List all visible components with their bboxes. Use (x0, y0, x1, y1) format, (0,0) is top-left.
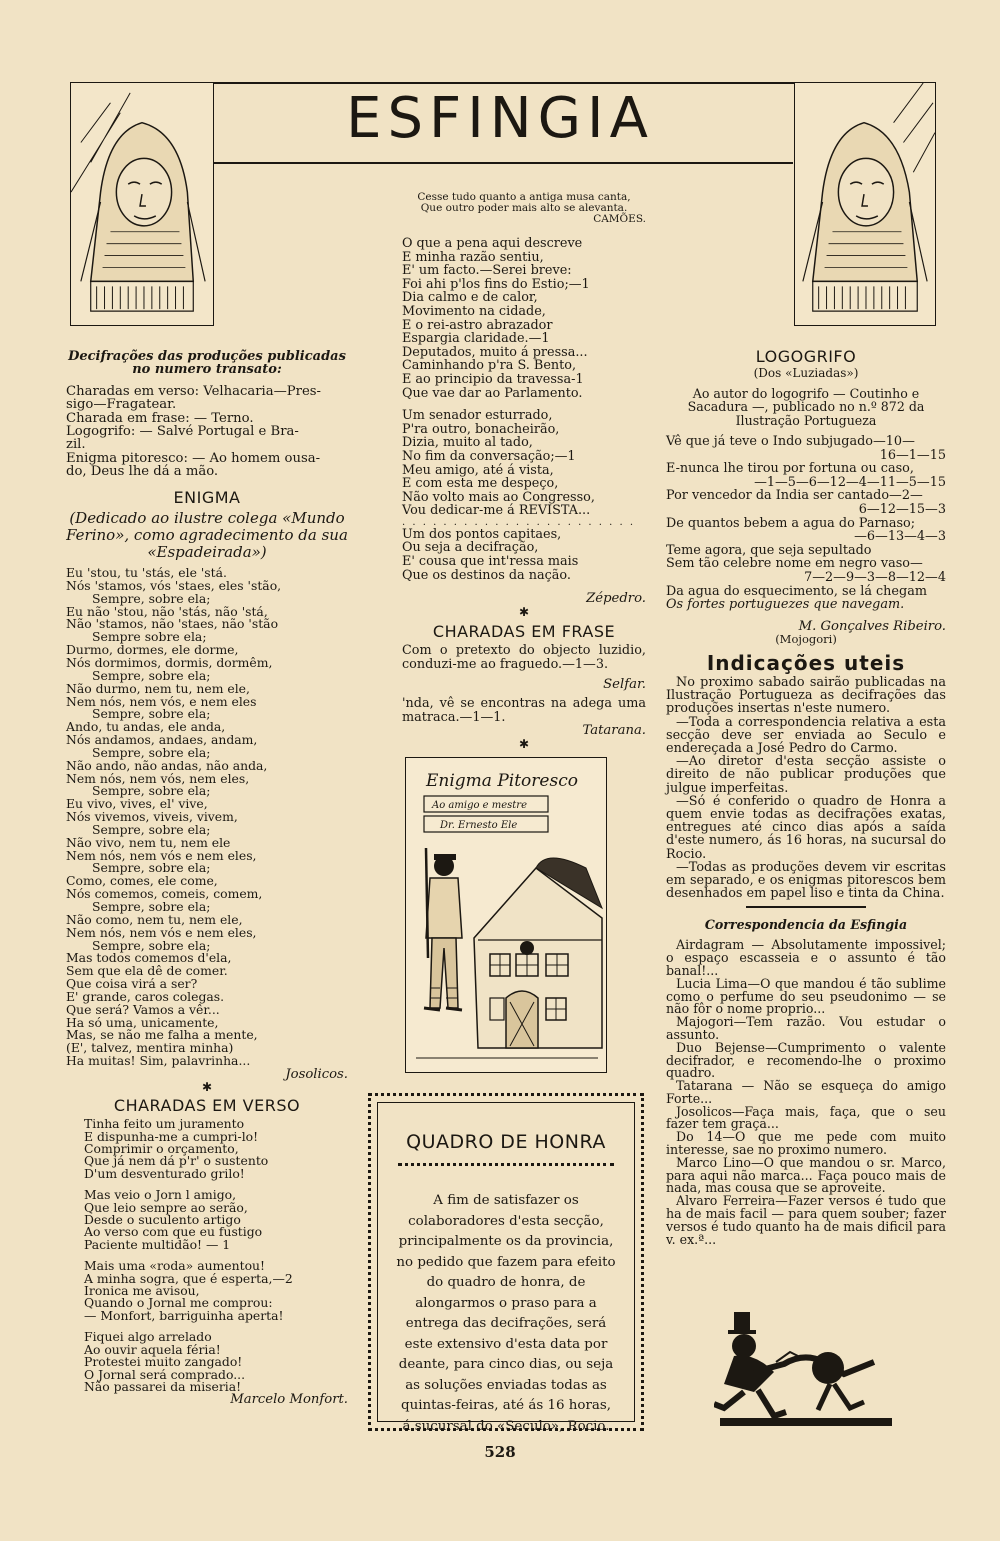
poem-line: E ao principio da travessa-1 (402, 371, 584, 387)
poem-line: Espargia claridade.—1 (402, 331, 550, 347)
logo-line: De quantos bebem a agua do Parnaso; (666, 515, 916, 531)
indicacao-paragraph: —Ao diretor d'esta secção assiste o direito de não publicar produções que julgue imperfeitas. (666, 754, 946, 796)
poem-line: Ou seja a decifração, (402, 540, 539, 556)
poem-line: Ha só uma, unicamente, (66, 1014, 219, 1030)
poem-line: Meu amigo, até á vista, (402, 462, 554, 478)
pict-dedic-2: Dr. Ernesto Ele (440, 820, 518, 831)
decif-title: Decifrações das produções publicadas no numero transato: (68, 349, 346, 378)
logo-line: Da agua do esquecimento, se lá chegam (666, 583, 927, 599)
logo-line: 6—12—15—3 (858, 502, 946, 517)
logo-line: Vê que já teve o Indo subjugado—10— (666, 434, 915, 450)
charadas-verso (66, 1118, 348, 1393)
logogrifo-sub: (Dos «Luziadas») (753, 366, 859, 381)
decif-line: zil. (66, 437, 86, 453)
verse-line: Fiquei algo arrelado (84, 1329, 212, 1345)
corresp-paragraph: Tatarana — Não se esqueça do amigo Forte... (666, 1078, 946, 1106)
poem-line: Não como, nem tu, nem ele, (66, 911, 243, 927)
poem-line: Sempre, sobre ela; (92, 744, 211, 760)
poem-line: Sempre, sobre ela; (92, 783, 211, 799)
verse-line: Comprimir o orçamento, (84, 1141, 239, 1156)
poem-line: Não 'stamos, não 'staes, não 'stão (66, 616, 279, 632)
poem-line: Nem nós, nem vós e nem eles, (66, 847, 257, 863)
epigraph-line: Cesse tudo quanto a antiga musa canta, (417, 191, 631, 203)
epigraph-author: CAMÕES. (593, 213, 646, 225)
poem-line: Mas todos comemos d'ela, (66, 950, 232, 966)
poem-line: Movimento na cidade, (402, 303, 546, 319)
epigraph-line: Que outro poder mais alto se alevanta. (420, 202, 628, 214)
verse-line: Que leio sempre ao serão, (84, 1199, 248, 1215)
logo-line: —1—5—6—12—4—11—5—15 (754, 474, 946, 490)
poem-line: Não durmo, nem tu, nem ele, (66, 680, 250, 696)
charadas-frase-heading: CHARADAS EM FRASE (432, 622, 616, 642)
verse-line: O Jornal será comprado... (84, 1366, 246, 1382)
honra-inner-frame (377, 1102, 635, 1434)
logogrifo-signature: M. Gonçalves Ribeiro. (798, 618, 946, 634)
stanza (84, 1118, 348, 1180)
indicacao-paragraph: —Toda a correspondencia relativa a esta secção deve ser enviada ao Seculo e endereçada a José Pedro do Carmo. (666, 714, 946, 756)
logogrifo-heading: LOGOGRIFO (755, 347, 857, 366)
frase-1-signature: Selfar. (603, 676, 646, 692)
poem-line: Nós 'stamos, vós 'staes, eles 'stão, (66, 577, 282, 593)
separator-star: ✱ (518, 604, 530, 619)
poem-line: Sempre, sobre ela; (92, 937, 211, 953)
corresp-paragraph: Majogori—Tem razão. Vou estudar o assunto. (666, 1014, 946, 1042)
poem-line: No fim da conversação;—1 (402, 448, 576, 464)
separator-star: ✱ (518, 736, 530, 751)
logo-line: Os fortes portuguezes que navegam. (666, 597, 905, 613)
enigma-dedication: (Dedicado ao ilustre colega «Mundo Ferino», como agradecimento da sua «Espadeirada») (66, 509, 348, 562)
poem-line: Vou dedicar-me á REVISTA... (402, 503, 591, 519)
indicacoes-text (666, 676, 946, 900)
poem-line: Eu não 'stou, não 'stás, não 'stá, (66, 603, 268, 619)
epigraph (402, 192, 646, 225)
indicacao-paragraph: —Todas as produções devem vir escritas em separado, e os enigmas pitorescos bem desenhados em papel liso e tinta da China. (666, 859, 946, 902)
indicacao-paragraph: No proximo sabado sairão publicadas na Ilustração Portugueza as decifrações das produções insertas n'este numero. (666, 674, 946, 717)
poem-line: Sempre sobre ela; (92, 629, 207, 645)
corresp-paragraph: Alvaro Ferreira—Fazer versos é tudo que ha de mais facil — para quem souber; fazer versos é tudo quanto ha de mais dificil para v. ex.ª... (666, 1193, 946, 1247)
honra-divider (398, 1163, 614, 1166)
poem-line: Ha muitas! Sim, palavrinha... (66, 1053, 251, 1069)
poem-stanza-3 (402, 528, 646, 582)
logogrifo-poem (666, 435, 946, 612)
logo-line: 7—2—9—3—8—12—4 (804, 569, 946, 585)
honra-title: QUADRO DE HONRA (406, 1131, 606, 1153)
stanza (84, 1260, 348, 1322)
verse-line: Que já nem dá p'r' o sustento (84, 1153, 269, 1169)
poem-line: Sempre, sobre ela; (92, 860, 211, 876)
poem-line: Nós comemos, comeis, comem, (66, 886, 263, 902)
corresp-paragraph: Marco Lino—O que mandou o sr. Marco, para aqui não marca... Faça pouco mais de nada, mas cousa que se aproveite. (666, 1154, 946, 1196)
logo-line: Teme agora, que seja sepultado (666, 542, 872, 558)
column-left (66, 350, 348, 1407)
poem-line: Sempre, sobre ela; (92, 706, 211, 722)
quadro-de-honra-box (368, 1093, 644, 1434)
verse-line: A minha sogra, que é esperta,—2 (84, 1270, 293, 1286)
enigma-poem (66, 567, 348, 1068)
poem-line: Que os destinos da nação. (402, 567, 571, 583)
frase-2: 'nda, vê se encontras na adega uma matraca.—1—1. (402, 696, 646, 725)
verse-line: Protestei muito zangado! (84, 1354, 243, 1370)
poem-line: Dia calmo e de calor, (402, 290, 538, 306)
poem-line: Um senador esturrado, (402, 408, 553, 424)
poem-line: E' grande, caros colegas. (66, 988, 225, 1004)
poem-line: Eu 'stou, tu 'stás, ele 'stá. (66, 565, 227, 581)
poem-stanza-1 (402, 237, 646, 400)
stanza (84, 1189, 348, 1251)
poem-signature: Zépedro. (586, 591, 646, 607)
indicacoes-heading: Indicações uteis (706, 650, 906, 675)
verse-line: Desde o suculento artigo (84, 1212, 241, 1228)
verse-line: Mais uma «roda» aumentou! (84, 1258, 266, 1274)
dotted-break: . . . . . . . . . . . . . . . . . . . . . . . (402, 516, 636, 528)
pict-title: Enigma Pitoresco (426, 771, 578, 791)
enigma-signature: Josolicos. (285, 1066, 348, 1082)
poem-line: Como, comes, ele come, (66, 873, 218, 889)
poem-line: Não vivo, nem tu, nem ele (66, 834, 231, 850)
verse-line: — Monfort, barriguinha aperta! (84, 1307, 284, 1323)
poem-line: Sempre, sobre ela; (92, 667, 211, 683)
verse-line: Ao ouvir aquela féria! (84, 1341, 221, 1357)
frase-1: Com o pretexto do objecto luzidio, conduzi-me ao fraguedo.—1—3. (402, 643, 646, 673)
logo-line: —6—13—4—3 (854, 529, 946, 545)
verse-line: E dispunha-me a cumpri-lo! (84, 1128, 259, 1144)
poem-line: Nem nós, nem vós, e nem eles (66, 693, 257, 709)
poem-line: E' cousa que int'ressa mais (402, 554, 579, 570)
poem-line: Que será? Vamos a vêr... (66, 1001, 220, 1017)
poem-line: Um dos pontos capitaes, (402, 526, 562, 542)
sphinx-right-icon (795, 83, 935, 325)
running-man-icon (714, 1312, 894, 1430)
poem-line: Que vae dar ao Parlamento. (402, 385, 583, 401)
pict-dedic-1: Ao amigo e mestre (432, 800, 528, 811)
indicacao-paragraph: —Só é conferido o quadro de Honra a quem envie todas as decifrações exatas, entregues até cinco dias após a saída d'este numero, ás 16 horas, na sucursal do Rocio. (666, 793, 946, 862)
poem-line: Nem nós, nem vós e nem eles, (66, 924, 257, 940)
charadas-verso-heading: CHARADAS EM VERSO (113, 1095, 301, 1115)
page-title: ESFINGIA (346, 86, 654, 151)
corresp-paragraph: Lucia Lima—O que mandou é tão sublime como o perfume do seu pseudonimo — se não fôr o nome proprio... (666, 975, 946, 1017)
sphinx-left-icon (71, 83, 213, 325)
logogrifo-intro: Ao autor do logogrifo — Coutinho e Sacadura —, publicado no n.º 872 da Ilustração Portugueza (687, 385, 925, 428)
column-middle (402, 192, 646, 751)
decif-line: do, Deus lhe dá a mão. (66, 464, 219, 480)
poem-line: E' um facto.—Serei breve: (402, 263, 572, 279)
column-right (666, 347, 946, 1247)
poem-line: Mas, se não me falha a mente, (66, 1027, 258, 1043)
corresp-paragraph: Do 14—O que me pede com muito interesse, sae no proximo numero. (666, 1129, 946, 1158)
poem-line: Sempre, sobre ela; (92, 899, 211, 914)
poem-line: Durmo, dormes, ele dorme, (66, 642, 239, 658)
logo-line: 16—1—15 (879, 447, 946, 463)
decif-line: sigo—Fragatear. (66, 397, 177, 413)
logo-line: Sem tão celebre nome em negro vaso— (666, 556, 923, 572)
verse-line: D'um desventurado grilo! (84, 1165, 245, 1181)
decif-line: Charadas em verso: Velhacaria—Pres- (66, 383, 321, 399)
enigma-heading: ENIGMA (173, 487, 241, 507)
poem-line: Nem nós, nem vós, nem eles, (66, 770, 250, 786)
running-figure-illustration (714, 1312, 894, 1430)
poem-line: (E', talvez, mentira minha) (66, 1040, 234, 1056)
poem-stanza-2 (402, 409, 646, 518)
decif-line: Charada em frase: — Terno. (66, 410, 254, 426)
decif-line: Logogrifo: — Salvé Portugal e Bra- (66, 424, 299, 440)
poem-line: Não volto mais ao Congresso, (402, 489, 595, 505)
logogrifo-pseudonym: (Mojogori) (775, 632, 837, 647)
logo-line: Por vencedor da India ser cantado—2— (666, 488, 923, 504)
poem-line: Ando, tu andas, ele anda, (66, 719, 226, 735)
corresp-paragraph: Duo Bejense—Cumprimento o valente decifrador, e recomendo-lhe o proximo quadro. (666, 1039, 946, 1081)
frase-2-signature: Tatarana. (582, 723, 646, 739)
enigma-pitoresco-illustration (405, 757, 607, 1073)
verse-line: Mas veio o Jorn l amigo, (84, 1187, 237, 1203)
verso-signature: Marcelo Monfort. (230, 1392, 348, 1408)
poem-line: Deputados, muito á pressa... (402, 344, 588, 360)
verse-line: Paciente multidão! — 1 (84, 1236, 231, 1252)
poem-line: Dizia, muito al tado, (402, 435, 533, 451)
correspondencia-text (666, 939, 946, 1246)
verse-line: Tinha feito um juramento (84, 1116, 245, 1132)
page-number: 528 (484, 1443, 516, 1461)
corresp-paragraph: Airdagram — Absolutamente impossivel; o espaço escasseia e o assunto é tão banal!... (666, 937, 946, 978)
poem-line: Sem que ela dê de comer. (66, 963, 228, 979)
poem-line: O que a pena aqui descreve (402, 236, 583, 251)
poem-line: Eu vivo, vives, el' vive, (66, 796, 208, 812)
poem-line: E minha razão sentiu, (402, 249, 544, 265)
verse-line: Ao verso com que eu fustigo (84, 1224, 263, 1240)
poem-line: P'ra outro, bonacheirão, (402, 421, 560, 437)
poem-line: E com esta me despeço, (402, 476, 559, 492)
poem-line: Foi ahi p'los fins do Estio;—1 (402, 276, 590, 292)
poem-line: Sempre, sobre ela; (92, 590, 211, 606)
poem-line: Não ando, não andas, não anda, (66, 757, 268, 773)
verse-line: Quando o Jornal me comprou: (84, 1295, 273, 1311)
decif-line: Enigma pitoresco: — Ao homem ousa- (66, 450, 321, 466)
corresp-paragraph: Josolicos—Faça mais, faça, que o seu fazer tem graça... (666, 1103, 946, 1132)
stanza (84, 1331, 348, 1393)
poem-line: Nós andamos, andaes, andam, (66, 732, 258, 748)
poem-line: Nós vivemos, viveis, vivem, (66, 809, 238, 825)
sphinx-illustration-left (70, 82, 214, 326)
enigma-drawing-icon (406, 758, 608, 1074)
logo-line: E-nunca lhe tirou por fortuna ou caso, (666, 461, 914, 477)
poem-line: Caminhando p'ra S. Bento, (402, 358, 577, 374)
poem-line: Que coisa virá a ser? (66, 976, 198, 992)
separator-star: ✱ (201, 1080, 213, 1095)
section-rule (746, 906, 866, 908)
decif-lines (66, 385, 348, 479)
poem-line: E o rei-astro abrazador (402, 317, 553, 333)
honra-text: A fim de satisfazer os colaboradores d'esta secção, principalmente os da provincia, no pedido que fazem para efeito do quadro de honra, de alongarmos o praso para a entrega das decifrações, será este extensivo d'esta data por deante, para cinco dias, ou seja as soluções enviadas todas as quintas-feiras, até ás 16 horas, á sucursal do «Seculo», Rocio. (396, 1193, 616, 1434)
verse-line: Não passarei da miseria! (84, 1378, 242, 1394)
poem-line: Nós dormimos, dormis, dormêm, (66, 654, 273, 670)
correspondencia-heading: Correspondencia da Esfingia (704, 916, 908, 932)
poem-line: Sempre, sobre ela; (92, 821, 211, 837)
verse-line: Ironica me avisou, (84, 1283, 200, 1299)
sphinx-illustration-right (794, 82, 936, 326)
header-rule (213, 162, 793, 164)
